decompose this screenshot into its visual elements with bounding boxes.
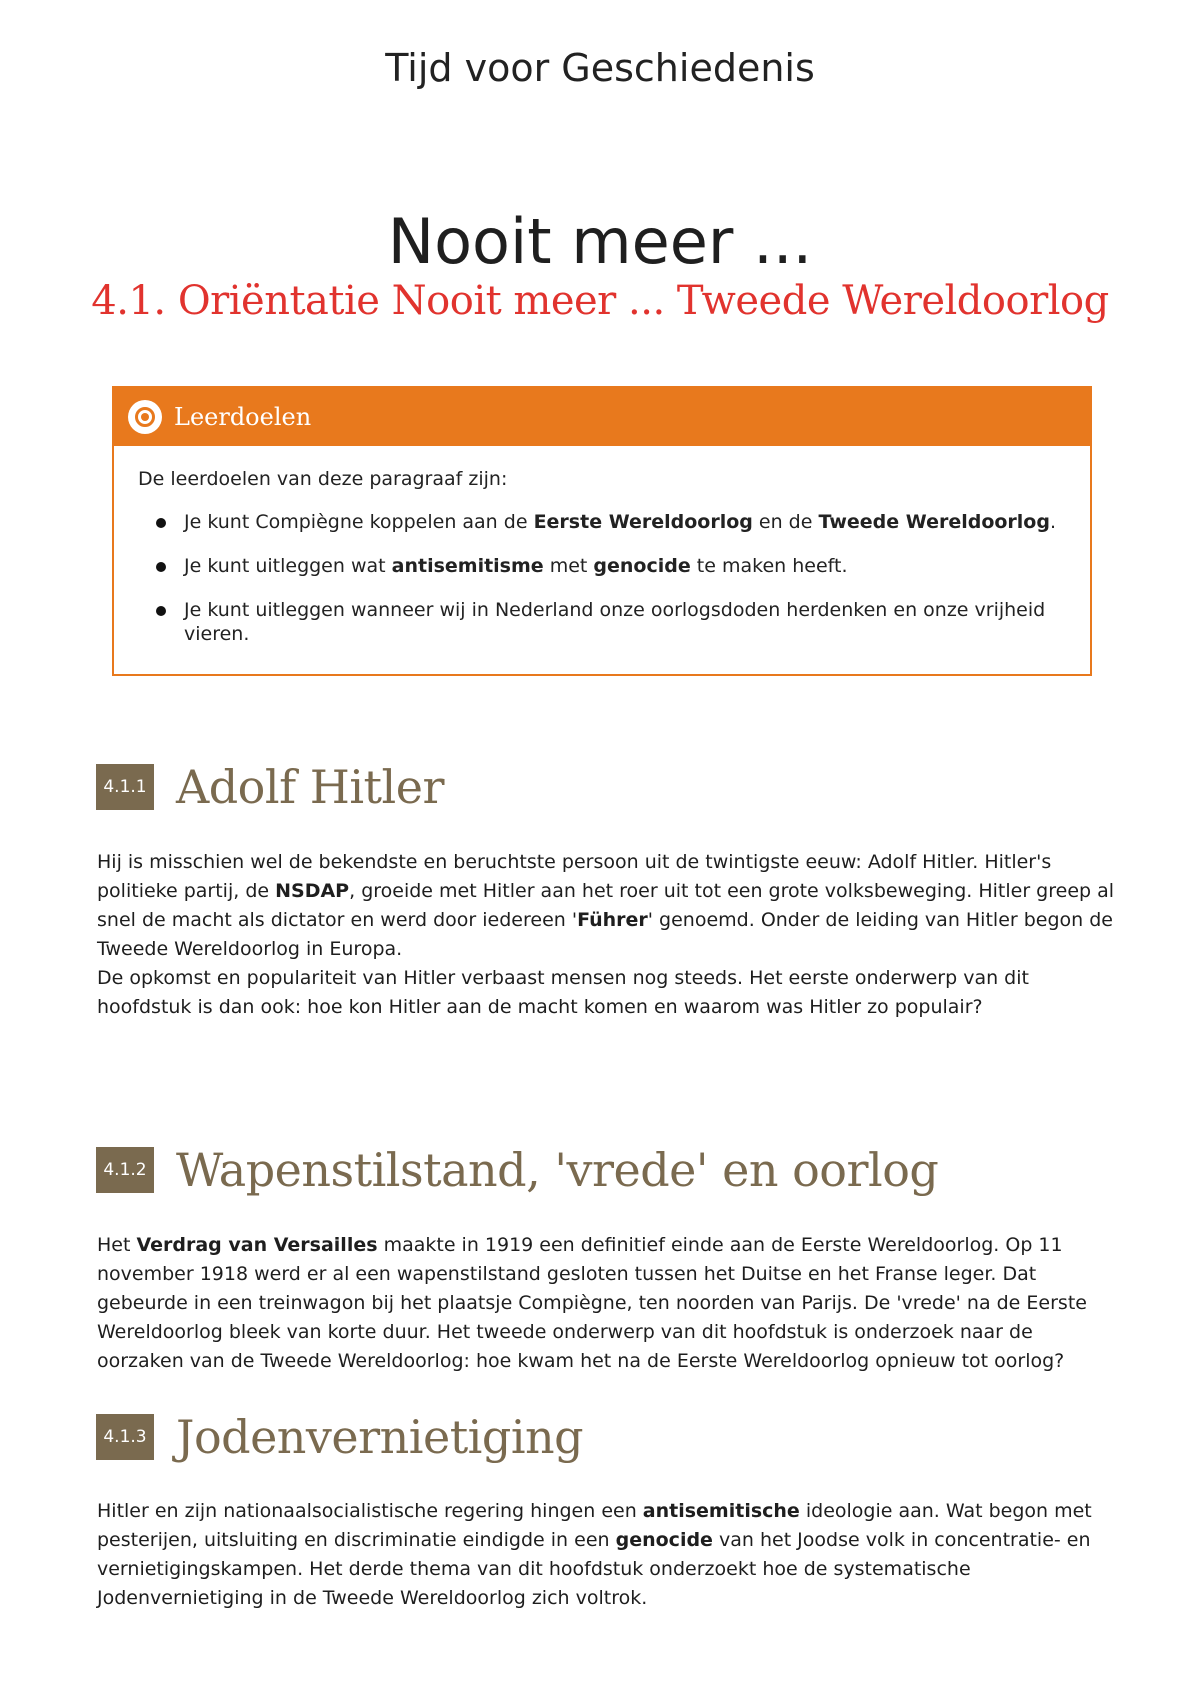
key-term: Eerste Wereldoorlog bbox=[533, 511, 753, 533]
bullet-icon bbox=[156, 606, 166, 616]
section-title: Wapenstilstand, 'vrede' en oorlog bbox=[176, 1143, 939, 1197]
section-heading-adolf-hitler bbox=[96, 760, 444, 814]
learning-goals-intro: De leerdoelen van deze paragraaf zijn: bbox=[138, 468, 508, 490]
learning-goal-item: Je kunt uitleggen wanneer wij in Nederland onze oorlogsdoden herdenken en onze vrijheid vieren. bbox=[138, 598, 1068, 646]
section-paragraph: Hitler en zijn nationaalsocialistische regering hingen een antisemitische ideologie aan. Wat begon met pesterijen, uitsluiting en discriminatie eindigde in een genocide van het Joodse volk in concentratie- en vernietigingskampen. Het derde thema van dit hoofdstuk onderzoekt hoe de systematische Jodenvernietiging in de Tweede Wereldoorlog zich voltrok. bbox=[97, 1500, 1092, 1609]
learning-goals-box bbox=[112, 386, 1092, 676]
key-term: antisemitische bbox=[642, 1500, 800, 1522]
target-icon bbox=[128, 400, 162, 434]
learning-goal-item: Je kunt Compiègne koppelen aan de Eerste Wereldoorlog en de Tweede Wereldoorlog. bbox=[138, 510, 1068, 534]
book-title: Tijd voor Geschiedenis bbox=[385, 46, 815, 90]
learning-goal-item: Je kunt uitleggen wat antisemitisme met genocide te maken heeft. bbox=[138, 554, 1068, 578]
key-term: genocide bbox=[593, 555, 691, 577]
chapter-title: Nooit meer ... bbox=[387, 205, 813, 278]
key-term: Führer bbox=[577, 909, 648, 931]
learning-goals-body bbox=[114, 446, 1090, 646]
key-term: genocide bbox=[615, 1529, 713, 1551]
section-title: Jodenvernietiging bbox=[176, 1410, 584, 1464]
section-number-badge: 4.1.3 bbox=[96, 1414, 154, 1460]
key-term: Tweede Wereldoorlog bbox=[818, 511, 1050, 533]
section-title: Adolf Hitler bbox=[176, 760, 444, 814]
section-paragraph: Hij is misschien wel de bekendste en beruchtste persoon uit de twintigste eeuw: Adolf Hitler. Hitler's politieke partij, de NSDAP, groeide met Hitler aan het roer uit tot een grote volksbeweging. Hitler greep al snel de macht als dictator en werd door iedereen 'Führer' genoemd. Onder de leiding van Hitler begon de Tweede Wereldoorlog in Europa. De opkomst en populariteit van Hitler verbaast mensen nog steeds. Het eerste onderwerp van dit hoofdstuk is dan ook: hoe kon Hitler aan de macht komen en waarom was Hitler zo populair? bbox=[97, 851, 1115, 1018]
key-term: Verdrag van Versailles bbox=[136, 1234, 378, 1256]
key-term: antisemitisme bbox=[391, 555, 544, 577]
section-paragraph: Het Verdrag van Versailles maakte in 1919 een definitief einde aan de Eerste Wereldoorlog. Op 11 november 1918 werd er al een wapenstilstand gesloten tussen het Duitse en het Franse leger. Dat gebeurde in een treinwagon bij het plaatsje Compiègne, ten noorden van Parijs. De 'vrede' na de Eerste Wereldoorlog bleek van korte duur. Het tweede onderwerp van dit hoofdstuk is onderzoek naar de oorzaken van de Tweede Wereldoorlog: hoe kwam het na de Eerste Wereldoorlog opnieuw tot oorlog? bbox=[97, 1234, 1087, 1372]
bullet-icon bbox=[156, 562, 166, 572]
learning-goals-header bbox=[114, 388, 1090, 446]
key-term: NSDAP bbox=[275, 880, 350, 902]
learning-goals-list bbox=[138, 510, 1068, 646]
learning-goals-label: Leerdoelen bbox=[174, 403, 312, 431]
section-heading-jodenvernietiging bbox=[96, 1410, 583, 1464]
section-heading-wapenstilstand bbox=[96, 1143, 938, 1197]
chapter-subtitle: 4.1. Oriëntatie Nooit meer ... Tweede Wereldoorlog bbox=[91, 278, 1109, 324]
bullet-icon bbox=[156, 518, 166, 528]
section-number-badge: 4.1.2 bbox=[96, 1147, 154, 1193]
section-number-badge: 4.1.1 bbox=[96, 764, 154, 810]
